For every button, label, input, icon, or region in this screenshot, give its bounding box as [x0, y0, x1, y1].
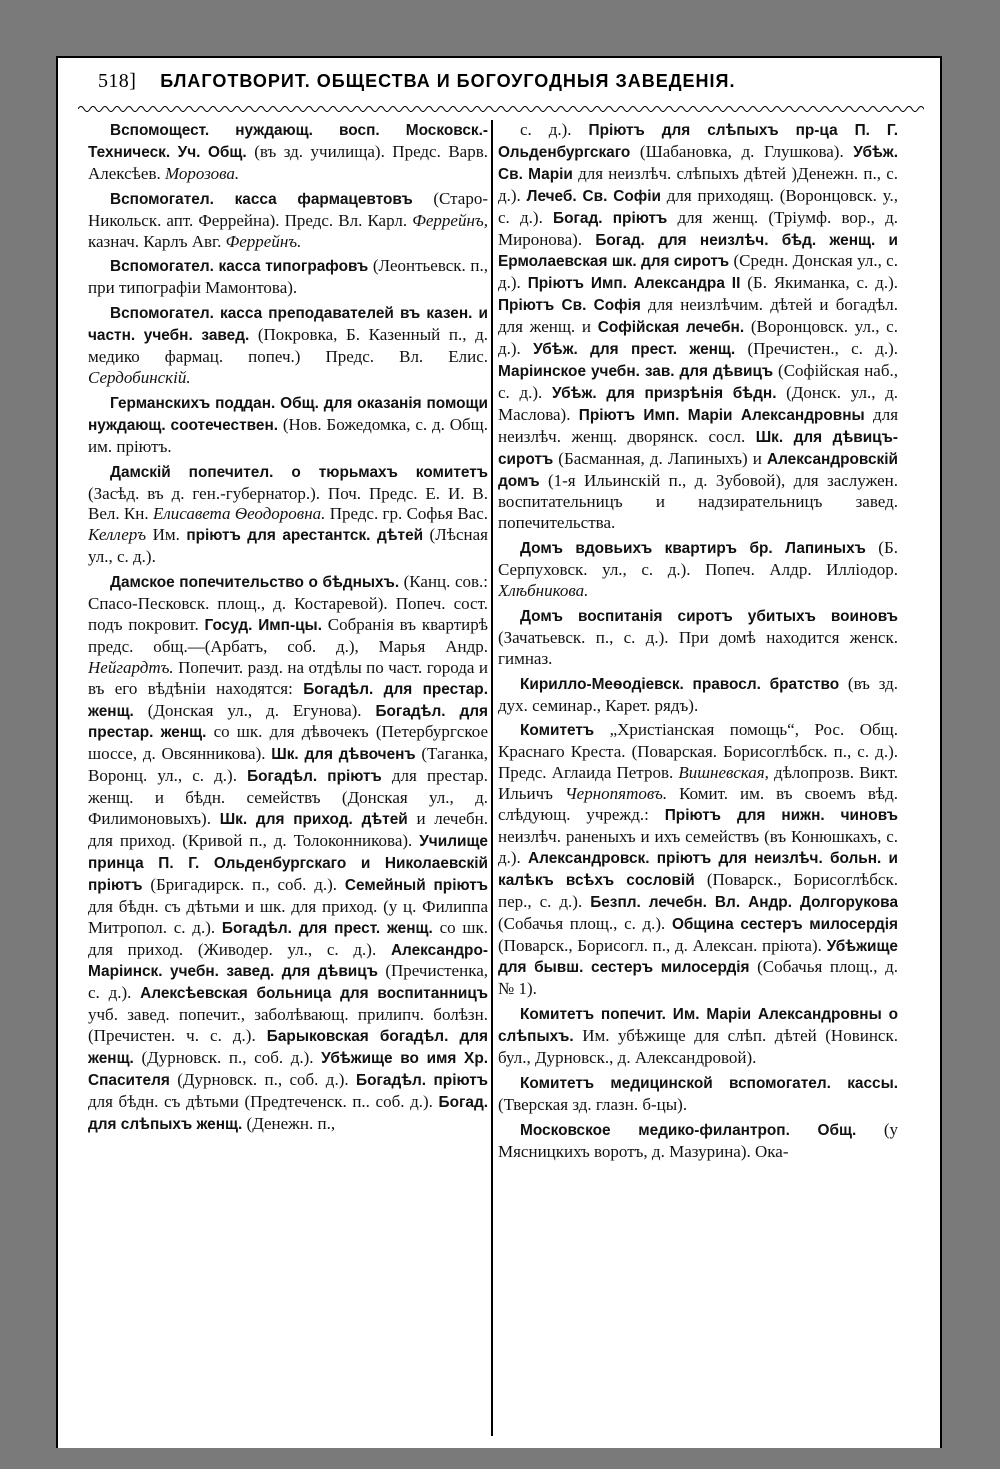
column-divider — [491, 120, 493, 1436]
entry-bold-text: Вспомогател. касса фармацевтовъ — [110, 190, 413, 208]
entry-bold-text: Домъ воспитанія сиротъ убитыхъ воиновъ — [520, 607, 898, 625]
entry-text: (Пречистен., с. д.). — [735, 339, 898, 359]
entry-italic-name: Феррейнъ, — [412, 210, 488, 230]
entry-text: (1-я Ильинскій п., д. Зубовой), для заслужен. воспитательницъ и надзирательницъ завед. попечительства. — [498, 470, 898, 533]
entry-text: (Нов. Божедомка, с. д. Общ. им. пріютъ. — [88, 414, 488, 456]
entry-text: (Леонтьевск. п., при типографіи Мамонтова). — [88, 256, 488, 298]
entry-bold-text: Александровск. пріютъ для неизлѣч. больн. и калѣкъ всѣхъ сословій — [498, 849, 898, 889]
entry-italic-name: Морозова. — [165, 163, 240, 183]
entry-bold-text: Убѣжище во имя Хр. Спасителя — [88, 1050, 488, 1089]
entry-bold-text: Александровскій домъ — [498, 450, 898, 490]
entry-text: для приходящ. (Воронцовск. у., с. д.). — [498, 185, 898, 227]
entry-text: (Денежн. п., — [242, 1113, 336, 1133]
directory-entry — [88, 462, 488, 569]
entry-text: Предс. гр. Софья Вас. — [325, 504, 488, 524]
entry-bold-text: Вспомощест. нуждающ. восп. Московск.-Техническ. Уч. Общ. — [88, 122, 488, 161]
entry-bold-text: Маріинское учебн. зав. для дѣвицъ — [498, 362, 774, 380]
page-number: 518] — [98, 70, 137, 92]
entry-text: (Таганка, Воронц. ул., с. д.). — [88, 744, 488, 786]
left-column — [88, 120, 488, 1440]
entry-text: (Канц. сов.: Спасо-Песковск. площ., д. Костаревой). Попеч. сост. подъ покровит. — [88, 572, 488, 634]
entry-bold-text: Убѣж. для прест. женщ. — [533, 341, 736, 359]
entry-bold-text: Пріютъ Св. Софія — [498, 297, 641, 315]
entry-text: Им. — [146, 525, 187, 545]
entry-text: для неизлѣч. слѣпыхъ дѣтей )Денежн. п., с. д.). — [498, 163, 898, 205]
entry-text: для неизлѣч. женщ. дворянск. сосл. — [498, 404, 898, 446]
directory-entry — [88, 303, 488, 389]
directory-entry — [88, 189, 488, 253]
entry-bold-text: Пріютъ Имп. Маріи Александровны — [578, 406, 865, 424]
directory-entry — [498, 538, 898, 602]
entry-bold-text: Богадѣл. пріютъ — [247, 768, 382, 786]
entry-text: (Средн. Донская ул., с. д.). — [498, 251, 898, 293]
entry-bold-text: Пріютъ Имп. Александра II — [527, 275, 741, 293]
entry-bold-text: Софійская лечебн. — [597, 319, 745, 337]
directory-entry — [498, 1073, 898, 1116]
entry-text: (Собачья площ., д. № 1). — [498, 957, 898, 999]
directory-entry — [498, 120, 898, 534]
entry-bold-text: Домъ вдовьихъ квартиръ бр. Лапиныхъ — [520, 540, 866, 558]
entry-text: со шк. для приход. (Живодер. ул., с. д.). — [88, 917, 488, 959]
entry-bold-text: Семейный пріютъ — [344, 876, 488, 894]
entry-text: (Пречистенка, с. д.). — [88, 961, 488, 1003]
entry-bold-text: Комитетъ попечит. Им. Маріи Александровны о слѣпыхъ. — [498, 1006, 898, 1046]
entry-italic-name: Келлеръ — [88, 525, 147, 545]
entry-bold-text: Безпл. лечебн. Вл. Андр. Долгорукова — [590, 893, 898, 911]
entry-bold-text: Германскихъ поддан. Общ. для оказанія помощи нуждающ. соотечествен. — [88, 394, 488, 434]
directory-entry — [88, 120, 488, 185]
document-page — [56, 56, 942, 1448]
entry-text: (Б. Серпуховск. ул., с. д.). Попеч. Алдр. Иллiодор. — [498, 538, 898, 580]
entry-bold-text: Богадѣл. для прест. женщ. — [221, 919, 433, 937]
entry-text: (Тверская зд. глазн. б-цы). — [498, 1094, 688, 1114]
entry-text: (Воронцовск. ул., с. д.). — [498, 317, 898, 359]
entry-text: (Дурновск. п., соб. д.). — [169, 1069, 357, 1089]
entry-text: казнач. Карлъ Авг. — [88, 231, 226, 251]
entry-text: (Засѣд. въ д. ген.-губернатор.). Поч. Предс. Е. И. В. Вел. Кн. — [88, 483, 488, 524]
entry-bold-text: Лечеб. Св. Софіи — [526, 187, 661, 205]
entry-bold-text: Алексѣевская больница для воспитанницъ — [140, 985, 488, 1003]
entry-text: „Христіанская помощь“, Рос. Общ. Краснаго Креста. (Поварская. Борисоглѣбск. п., с. д.). Предс. Аглаида Петров. — [498, 720, 898, 783]
entry-bold-text: Богадѣл. пріютъ — [356, 1071, 488, 1089]
entry-bold-text: Барыковская богадѣл. для женщ. — [88, 1028, 488, 1068]
directory-entry — [498, 720, 898, 1000]
entry-text: (Зачатьевск. п., с. д.). При домѣ находится женск. гимназ. — [498, 627, 898, 668]
entry-text: (Шабановка, д. Глушкова). — [630, 141, 854, 161]
entry-text: (Донская ул., д. Егунова). — [133, 700, 376, 720]
entry-text: (Дурновск. п., соб. д.). — [133, 1048, 322, 1068]
right-column — [498, 120, 898, 1440]
entry-bold-text: Дамское попечительство о бѣдныхъ. — [110, 574, 400, 592]
directory-entry — [88, 393, 488, 458]
entry-bold-text: Комитетъ медицинской вспомогател. кассы. — [520, 1074, 898, 1092]
entry-bold-text: Дамскій попечител. о тюрьмахъ комитетъ — [110, 463, 488, 481]
directory-entry — [498, 606, 898, 670]
directory-entry — [88, 572, 488, 1136]
directory-entry — [498, 674, 898, 717]
entry-italic-name: Нейгардтъ. — [88, 657, 174, 677]
entry-bold-text: Богадѣл. для престар. женщ. — [88, 680, 488, 720]
entry-text: Собранія въ квартирѣ предс. общ.—(Арбатъ, соб. д.), Марья Андр. — [88, 614, 488, 656]
entry-bold-text: Шк. для приход. дѣтей — [219, 811, 408, 829]
entry-text: для бѣдн. съ дѣтьми (Предтеченск. п.. соб. д.). — [88, 1091, 439, 1111]
entry-text: (Донск. ул., д. Маслова). — [498, 382, 898, 424]
entry-bold-text: Шк. для дѣвоченъ — [271, 746, 416, 764]
entry-bold-text: Московское медико-филантроп. Общ. — [520, 1121, 857, 1139]
entry-text: (Бригадирск. п., соб. д.). — [142, 874, 345, 894]
entry-text: и лечебн. для приход. (Кривой п., д. Толоконникова). — [88, 809, 488, 850]
page-header — [98, 70, 908, 100]
entry-text: (Старо-Никольск. апт. Феррейна). Предс. Вл. Карл. — [88, 188, 488, 230]
entry-italic-name: Чернопятовъ. — [564, 784, 668, 804]
entry-bold-text: Богад. для слѣпыхъ женщ. — [88, 1093, 488, 1133]
directory-entry — [498, 1004, 898, 1069]
entry-bold-text: Община сестеръ милосердія — [671, 915, 898, 933]
directory-entry — [88, 256, 488, 299]
entry-bold-text: Госуд. Имп-цы. — [204, 616, 322, 634]
running-title: БЛАГОТВОРИТ. ОБЩЕСТВА И БОГОУГОДНЫЯ ЗАВЕДЕНІЯ. — [160, 71, 736, 91]
entry-bold-text: Убѣжище для бывш. сестеръ милосердія — [498, 937, 898, 977]
entry-bold-text: Пріютъ для слѣпыхъ пр-ца П. Г. Ольденбургскаго — [498, 122, 898, 161]
entry-bold-text: Убѣж. для призрѣнія бѣдн. — [551, 384, 777, 402]
entry-text: неизлѣч. раненыхъ и ихъ семействъ (въ Конюшкахъ, с. д.). — [498, 827, 898, 867]
entry-text: (у Мясницкихъ воротъ, д. Мазурина). Ока- — [498, 1119, 898, 1161]
entry-italic-name: Вишневская, — [678, 763, 769, 783]
directory-entry — [498, 1120, 898, 1163]
entry-text: (Басманная, д. Лапиныхъ) и — [553, 448, 767, 468]
entry-italic-name: Сердобинскій. — [88, 367, 191, 387]
entry-italic-name: Феррейнъ. — [225, 231, 302, 251]
entry-text: (Собачья площ., с. д.). — [498, 913, 672, 933]
entry-text: дѣлопрозв. Викт. Ильичъ — [498, 763, 898, 804]
entry-bold-text: Вспомогател. касса типографовъ — [110, 258, 369, 276]
entry-italic-name: Елисавета Ѳеодоровна. — [152, 504, 326, 524]
entry-text: со шк. для дѣвочекъ (Петербургское шоссе, д. Овсянникова). — [88, 722, 488, 764]
entry-text: (Покровка, Б. Казенный п., д. медико фармац. попеч.) Предс. Вл. Елис. — [88, 325, 488, 367]
wavy-rule — [78, 102, 924, 116]
entry-text: для бѣдн. съ дѣтьми и шк. для приход. (у ц. Филиппа Митропол. с. д.). — [88, 896, 488, 937]
entry-text: Попечит. разд. на отдѣлы по част. города и въ его вѣдѣніи находятся: — [88, 657, 488, 698]
entry-text: для неизлѣчим. дѣтей и богадѣл. для женщ. и — [498, 295, 898, 337]
entry-text: (въ зд. дух. семинар., Карет. рядъ). — [498, 673, 898, 715]
entry-bold-text: Богадѣл. для престар. женщ. — [88, 702, 488, 742]
entry-text: для престар. женщ. и бѣдн. семействъ (Донская ул., д. Филимоновыхъ). — [88, 766, 488, 829]
entry-bold-text: Кирилло-Меѳодіевск. правосл. братство — [520, 675, 840, 693]
entry-text: (Софійская наб., с. д.). — [498, 360, 898, 402]
entry-bold-text: Вспомогател. касса преподавателей въ казен. и частн. учебн. завед. — [88, 305, 488, 345]
entry-text: (Б. Якиманка, с. д.). — [740, 273, 898, 293]
entry-bold-text: Богад. для неизлѣч. бѣд. женщ. и Ермолаевская шк. для сиротъ — [498, 231, 898, 271]
entry-text: Комит. им. въ своемъ вѣд. слѣдующ. учрежд.: — [498, 784, 898, 825]
entry-text: Им. убѣжище для слѣп. дѣтей (Новинск. бул., Дурновск., д. Александровой). — [498, 1026, 898, 1068]
entry-bold-text: Шк. для дѣвицъ-сиротъ — [498, 428, 898, 468]
entry-bold-text: Александро-Маріинск. учебн. завед. для дѣвицъ — [88, 941, 488, 981]
entry-text: (Поварск., Борисогл. п., д. Алексан. пріюта). — [498, 935, 827, 955]
entry-bold-text: Убѣж. Св. Маріи — [498, 143, 898, 183]
entry-text: (въ зд. училища). Предс. Варв. Алексѣев. — [88, 141, 488, 183]
entry-text: с. д.). — [520, 120, 589, 139]
entry-text: учб. завед. попечит., заболѣвающ. прилипч. болѣзн. (Пречистен. ч. с. д.). — [88, 1005, 488, 1046]
entry-text: (Поварск., Борисоглѣбск. пер., с. д.). — [498, 869, 898, 911]
entry-italic-name: Хлѣбникова. — [498, 581, 589, 601]
entry-bold-text: Богад. пріютъ — [553, 209, 668, 227]
entry-bold-text: Комитетъ — [520, 722, 595, 740]
entry-bold-text: Училище принца П. Г. Ольденбургскаго и Николаевскій пріютъ — [88, 833, 488, 894]
entry-text: для женщ. (Тріумф. вор., д. Миронова). — [498, 207, 898, 249]
entry-bold-text: Пріютъ для нижн. чиновъ — [664, 807, 898, 825]
entry-text: (Лѣсная ул., с. д.). — [88, 525, 488, 567]
entry-bold-text: пріютъ для арестантск. дѣтей — [186, 527, 424, 545]
